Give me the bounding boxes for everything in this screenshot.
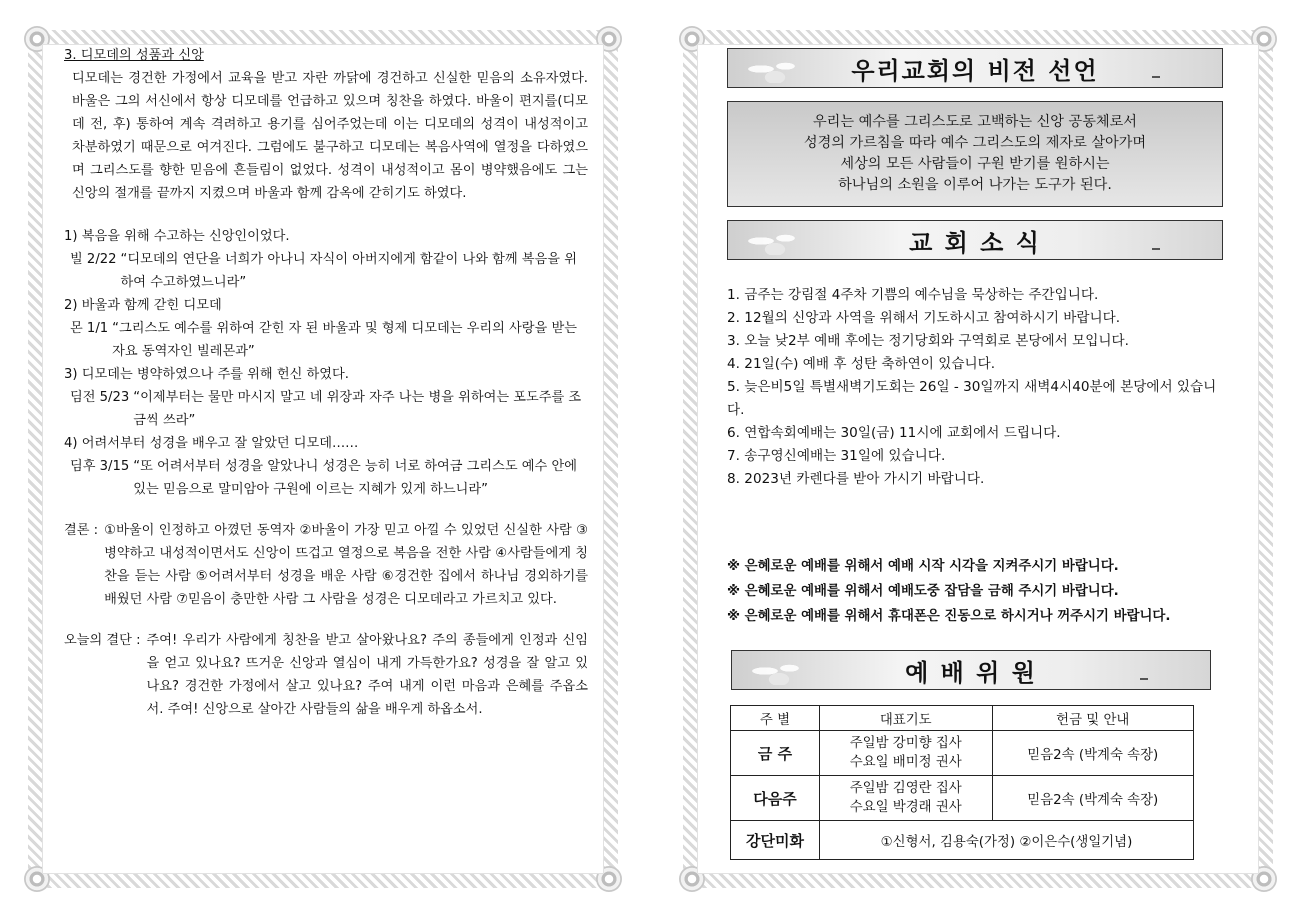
left-page <box>28 30 618 888</box>
point-verse <box>64 248 588 294</box>
news-item: 1. 금주는 강림절 4주차 기쁨의 예수님을 묵상하는 주간입니다. <box>727 287 1099 303</box>
verse-text: “그리스도 예수를 위하여 갇힌 자 된 바울과 및 형제 디모데는 우리의 사랑을 받는 자요 동역자인 빌레몬과” <box>112 321 577 359</box>
column-header: 헌금 및 안내 <box>992 706 1194 731</box>
verse-reference: 빌 2/22 <box>70 252 117 267</box>
point-title: 4) 어려서부터 성경을 배우고 잘 알았던 디모데…… <box>64 436 359 451</box>
table-header-row <box>731 706 1194 731</box>
daisy-decoration-icon <box>740 55 810 83</box>
news-list <box>727 284 1227 491</box>
resolution-text: 주여! 우리가 사람에게 칭찬을 받고 살아왔나요? 주의 종들에게 인정과 신임을 얻고 있나요? 뜨거운 신앙과 열심이 내게 가득한가요? 성경을 잘 알고 있나요? 경건한 가정에서 살고 있나요? 주여 내게 이런 마음과 은혜를 주옵소서. 주여! 신앙으로 살아간 사람들의 삶을 배우게 하옵소서. <box>146 633 588 717</box>
vision-line: 우리는 예수를 그리스도로 고백하는 신앙 공동체로서 <box>812 114 1138 130</box>
point-verse <box>64 317 588 363</box>
vision-line: 세상의 모든 사람들이 구원 받기를 원하시는 <box>840 156 1110 172</box>
notice-item: ※ 은혜로운 예배를 위해서 예배도중 잡담을 금해 주시기 바랍니다. <box>727 584 1119 599</box>
point-verse <box>64 386 588 432</box>
resolution-label: 오늘의 결단 : <box>64 633 141 648</box>
verse-text: “또 어려서부터 성경을 알았나니 성경은 능히 너로 하여금 그리스도 예수 안에 있는 믿음으로 말미암아 구원에 이르는 지혜가 있게 하느니라” <box>133 459 577 497</box>
worship-notices <box>727 554 1227 629</box>
prayer-cell <box>820 776 993 821</box>
verse-text: “이제부터는 물만 마시지 말고 네 위장과 자주 나는 병을 위하여는 포도주를 조금씩 쓰라” <box>133 390 582 428</box>
offering-cell: 믿음2속 (박계숙 속장) <box>992 731 1194 776</box>
row-label: 금 주 <box>731 731 820 776</box>
prayer-cell <box>820 731 993 776</box>
prayer-line: 주일밤 김영란 집사 <box>849 781 962 796</box>
news-banner <box>727 220 1223 260</box>
prayer-line: 수요일 박경래 권사 <box>849 800 962 815</box>
duty-banner <box>731 650 1211 690</box>
duty-title: 예 배 위 원 <box>905 658 1037 687</box>
intro-paragraph: 디모데는 경건한 가정에서 교육을 받고 자란 까닭에 경건하고 신실한 믿음의 소유자였다. 바울은 그의 서신에서 항상 디모데를 언급하고 있으며 칭찬을 하였다. 바울이 편지를(디모데 전, 후) 통하여 계속 격려하고 용기를 심어주었는데 이는 디모데의 성격이 내성적이고 차분하였기 때문으로 여겨진다. 그럼에도 불구하고 디모데는 복음사역에 열정을 다하였으며 그리스도를 향한 믿음에 흔들림이 없었다. 성격이 내성적이고 몸이 병약했음에도 그는 신앙의 절개를 끝까지 지켰으며 바울과 함께 감옥에 갇히기도 하였다. <box>72 71 588 201</box>
offering-cell: 믿음2속 (박계숙 속장) <box>992 776 1194 821</box>
article <box>64 44 588 721</box>
vision-statement <box>727 101 1223 207</box>
flower-cell: ①신형서, 김용숙(가정) ②이은수(생일기념) <box>820 821 1194 860</box>
notice-item: ※ 은혜로운 예배를 위해서 예배 시작 시각을 지켜주시기 바랍니다. <box>727 559 1119 574</box>
right-page <box>683 30 1273 888</box>
point-title: 3) 디모데는 병약하였으나 주를 위해 헌신 하였다. <box>64 367 349 382</box>
vision-title: 우리교회의 비전 선언 <box>851 56 1099 85</box>
table-row <box>731 821 1194 860</box>
verse-reference: 몬 1/1 <box>70 321 109 336</box>
news-item: 6. 연합속회예배는 30일(금) 11시에 교회에서 드립니다. <box>727 425 1061 441</box>
notice-item: ※ 은혜로운 예배를 위해서 휴대폰은 진동으로 하시거나 꺼주시기 바랍니다. <box>727 609 1171 624</box>
point-2 <box>64 294 588 363</box>
point-title: 1) 복음을 위해 수고하는 신앙인이었다. <box>64 229 290 244</box>
point-verse <box>64 455 588 501</box>
point-title: 2) 바울과 함께 갇힌 디모데 <box>64 298 222 313</box>
verse-reference: 딤전 5/23 <box>70 390 130 405</box>
vision-line: 하나님의 소원을 이루어 나가는 도구가 된다. <box>838 177 1112 193</box>
news-item: 5. 늦은비5일 특별새벽기도회는 26일 - 30일까지 새벽4시40분에 본당에서 있습니다. <box>727 379 1217 418</box>
news-item: 7. 송구영신예배는 31일에 있습니다. <box>727 448 946 464</box>
news-item: 2. 12월의 신앙과 사역을 위해서 기도하시고 참여하시기 바랍니다. <box>727 310 1121 326</box>
vision-banner <box>727 48 1223 88</box>
section-title: 3. 디모데의 성품과 신앙 <box>64 48 204 63</box>
prayer-line: 수요일 배미정 권사 <box>849 755 962 770</box>
conclusion <box>64 519 588 611</box>
point-1 <box>64 225 588 294</box>
news-item: 8. 2023년 카렌다를 받아 가시기 바랍니다. <box>727 471 985 487</box>
news-item: 3. 오늘 낮2부 예배 후에는 정기당회와 구역회로 본당에서 모입니다. <box>727 333 1129 349</box>
table-row <box>731 776 1194 821</box>
point-4 <box>64 432 588 501</box>
prayer-line: 주일밤 강미향 집사 <box>849 736 962 751</box>
column-header: 대표기도 <box>820 706 993 731</box>
conclusion-text: ①바울이 인정하고 아꼈던 동역자 ②바울이 가장 믿고 아낄 수 있었던 신실한 사람 ③병약하고 내성적이면서도 신앙이 뜨겁고 열정으로 복음을 전한 사람 ④사람들에게 칭찬을 듣는 사람 ⑤어려서부터 성경을 배운 사람 ⑥경건한 집에서 하나님 경외하기를 배웠던 사람 ⑦믿음이 충만한 사람 그 사람을 성경은 디모데라고 가르치고 있다. <box>104 523 588 607</box>
news-item: 4. 21일(수) 예배 후 성탄 축하연이 있습니다. <box>727 356 996 372</box>
table-row <box>731 731 1194 776</box>
duty-table <box>730 705 1194 860</box>
column-header: 주 별 <box>731 706 820 731</box>
daisy-decoration-icon <box>740 227 810 255</box>
row-label: 다음주 <box>731 776 820 821</box>
conclusion-label: 결론 : <box>64 523 99 538</box>
daisy-decoration-icon <box>744 657 814 685</box>
news-title: 교 회 소 식 <box>909 228 1041 257</box>
verse-reference: 딤후 3/15 <box>70 459 130 474</box>
point-3 <box>64 363 588 432</box>
vision-line: 성경의 가르침을 따라 예수 그리스도의 제자로 살아가며 <box>803 135 1147 151</box>
resolution <box>64 629 588 721</box>
row-label: 강단미화 <box>731 821 820 860</box>
verse-text: “디모데의 연단을 너희가 아나니 자식이 아버지에게 함같이 나와 함께 복음을 위하여 수고하였느니라” <box>120 252 577 290</box>
